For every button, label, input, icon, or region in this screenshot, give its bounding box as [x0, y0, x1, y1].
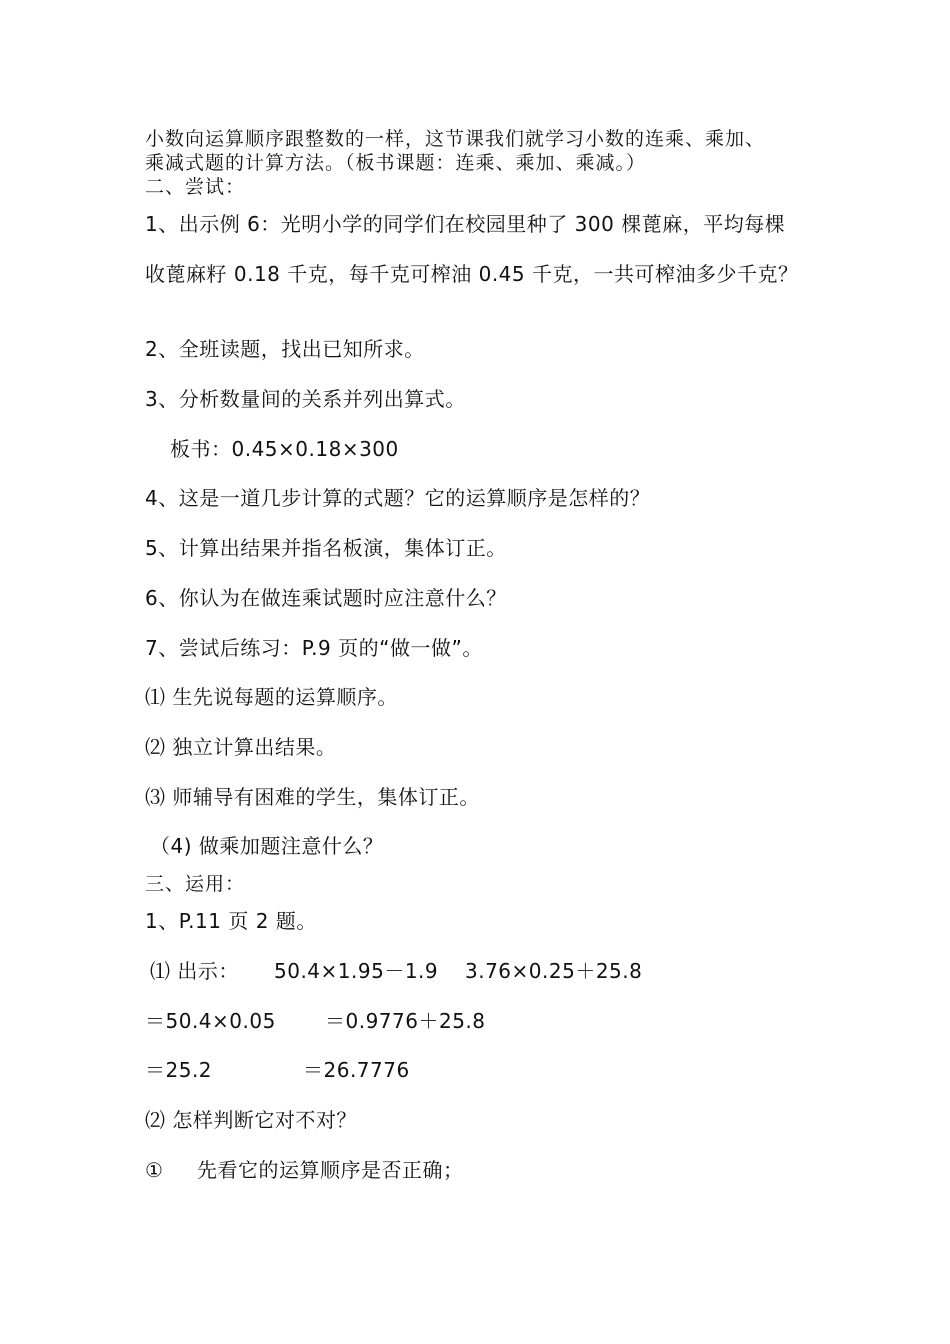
step-3: 3、分析数量间的关系并列出算式。	[145, 387, 466, 411]
calc-step-1-a: ＝50.4×0.05	[145, 1009, 276, 1033]
calc-step-2-b: ＝26.7776	[303, 1058, 410, 1082]
board-formula: 板书：0.45×0.18×300	[170, 437, 399, 461]
sub-step-2: ⑵ 独立计算出结果。	[145, 735, 337, 759]
show-row	[150, 959, 750, 983]
calc-step-1-row	[145, 1009, 745, 1033]
circled-number-1: ①	[145, 1158, 164, 1182]
section-heading-apply: 三、运用：	[145, 873, 246, 895]
step-2: 2、全班读题，找出已知所求。	[145, 337, 425, 361]
intro-line-2: 乘减式题的计算方法。（板书课题：连乘、乘加、乘减。）	[145, 152, 647, 174]
intro-line-1: 小数向运算顺序跟整数的一样，这节课我们就学习小数的连乘、乘加、	[145, 128, 766, 150]
example-line-2: 收蓖麻籽 0.18 千克，每千克可榨油 0.45 千克，一共可榨油多少千克？	[145, 262, 799, 286]
expression-b: 3.76×0.25＋25.8	[465, 959, 643, 983]
check-row-1	[145, 1158, 745, 1182]
check-text-1: 先看它的运算顺序是否正确；	[197, 1158, 464, 1182]
calc-step-2-a: ＝25.2	[145, 1058, 213, 1082]
step-5: 5、计算出结果并指名板演，集体订正。	[145, 536, 507, 560]
section-heading-try: 二、尝试：	[145, 176, 246, 198]
step-7: 7、尝试后练习：P.9 页的“做一做”。	[145, 636, 483, 660]
practice-1: 1、P.11 页 2 题。	[145, 909, 317, 933]
sub-step-4: （4) 做乘加题注意什么？	[150, 834, 384, 858]
sub-step-1: ⑴ 生先说每题的运算顺序。	[145, 685, 398, 709]
calc-step-2-row	[145, 1058, 745, 1082]
step-4: 4、这是一道几步计算的式题？它的运算顺序是怎样的？	[145, 486, 651, 510]
show-label: ⑴ 出示：	[150, 959, 239, 983]
step-6: 6、你认为在做连乘试题时应注意什么？	[145, 586, 507, 610]
example-line-1: 1、出示例 6：光明小学的同学们在校园里种了 300 棵蓖麻，平均每棵	[145, 212, 786, 236]
expression-a: 50.4×1.95－1.9	[274, 959, 439, 983]
sub-step-3: ⑶ 师辅导有困难的学生，集体订正。	[145, 785, 480, 809]
judge-question: ⑵ 怎样判断它对不对？	[145, 1108, 357, 1132]
calc-step-1-b: ＝0.9776＋25.8	[325, 1009, 486, 1033]
